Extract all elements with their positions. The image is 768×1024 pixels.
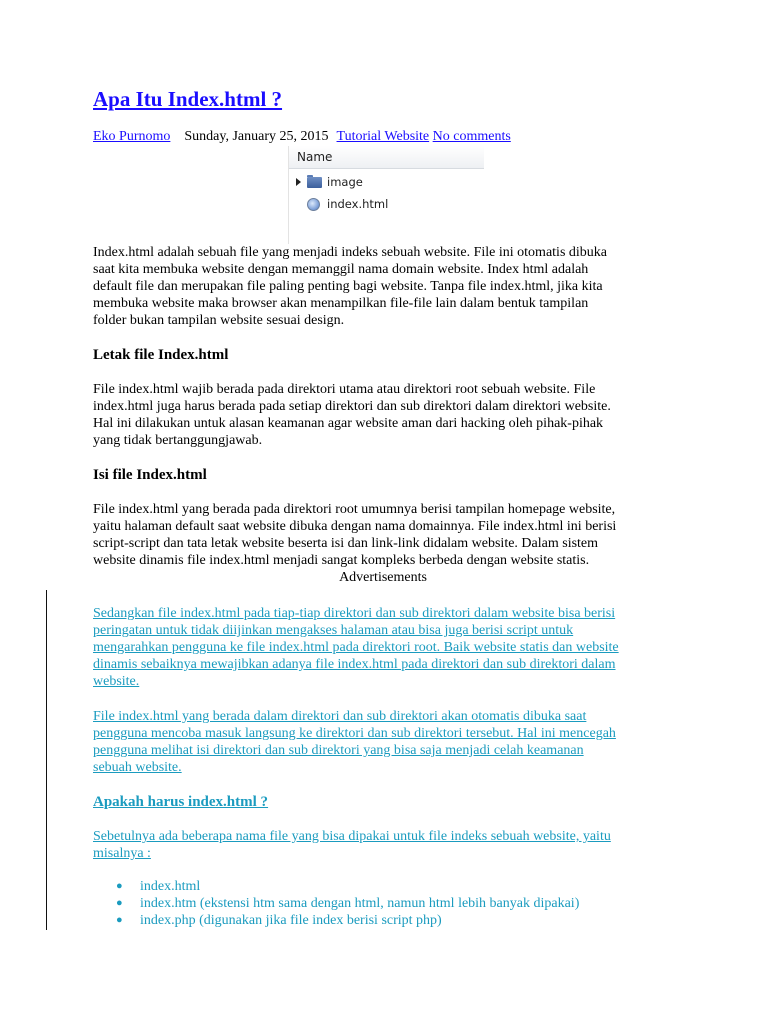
file-explorer-screenshot	[288, 146, 484, 244]
category-link[interactable]: Tutorial Website	[336, 129, 430, 144]
bullet-icon: ●	[116, 880, 123, 892]
text-line[interactable]: misalnya :	[93, 846, 151, 861]
advertisements-label: Advertisements	[339, 570, 427, 585]
text-line: saat kita membuka website dengan memanggil nama domain website. Index html adalah	[93, 262, 589, 277]
link-paragraph-1[interactable]	[93, 605, 619, 690]
index-file-list	[93, 878, 579, 929]
bullet-icon: ●	[116, 914, 123, 926]
list-item[interactable]	[93, 895, 579, 912]
text-line: script-script dan tata letak website beserta isi dan link-link didalam website. Dalam sistem	[93, 536, 599, 551]
text-line[interactable]: pengguna mencoba masuk langsung ke direktori dan sub direktori tersebut. Hal ini mencegah	[93, 726, 616, 741]
bullet-icon: ●	[116, 897, 123, 909]
text-line: File index.html yang berada pada direktori root umumnya berisi tampilan homepage website,	[93, 502, 616, 517]
text-line: yaitu halaman default saat website dibuka dengan nama domainnya. File index.html ini berisi	[93, 519, 617, 534]
page-title[interactable]: Apa Itu Index.html ?	[93, 87, 283, 111]
text-line[interactable]: Sebetulnya ada beberapa nama file yang bisa dipakai untuk file indeks sebuah website, yaitu	[93, 829, 611, 844]
explorer-row-label: image	[327, 175, 363, 189]
text-line[interactable]: File index.html yang berada dalam direktori dan sub direktori akan otomatis dibuka saat	[93, 709, 587, 724]
text-line: index.html juga harus berada pada setiap direktori dan sub direktori dalam direktori website.	[93, 399, 611, 414]
post-meta	[93, 128, 511, 146]
author-link[interactable]: Eko Purnomo	[93, 129, 171, 144]
text-line[interactable]: pengguna melihat isi direktori dan sub direktori yang bisa saja menjadi celah keamanan	[93, 743, 584, 758]
text-line: Hal ini dilakukan untuk alasan keamanan agar website aman dari hacking oleh pihak-pihak	[93, 416, 604, 431]
link-paragraph-2[interactable]	[93, 708, 616, 776]
post-date: Sunday, January 25, 2015	[184, 129, 329, 144]
list-item-text[interactable]: index.html	[140, 879, 201, 894]
explorer-row-label: index.html	[327, 197, 389, 211]
folder-icon	[307, 177, 322, 188]
text-line[interactable]: peringatan untuk tidak diijinkan mengakses halaman atau bisa juga berisi script untuk	[93, 623, 574, 638]
text-line: File index.html wajib berada pada direktori utama atau direktori root sebuah website. File	[93, 382, 596, 397]
intro-paragraph	[93, 244, 607, 329]
html-file-icon	[307, 198, 320, 211]
text-line[interactable]: website.	[93, 674, 140, 689]
isi-paragraph	[93, 501, 616, 569]
text-line: membuka website maka browser akan menampilkan file-file lain dalam bentuk tampilan	[93, 296, 589, 311]
text-line[interactable]: Sedangkan file index.html pada tiap-tiap direktori dan sub direktori dalam website bisa berisi	[93, 606, 616, 621]
list-item-text[interactable]: index.php (digunakan jika file index berisi script php)	[140, 913, 442, 928]
text-line[interactable]: dinamis sebaiknya mewajibkan adanya file index.html pada direktori dan sub direktori dalam	[93, 657, 616, 672]
text-line[interactable]: sebuah website.	[93, 760, 182, 775]
text-line[interactable]: mengarahkan pengguna ke file index.html pada direktori root. Baik website statis dan website	[93, 640, 619, 655]
text-line: folder bukan tampilan website sesuai design.	[93, 313, 345, 328]
letak-paragraph	[93, 381, 611, 449]
name-column-header: Name	[289, 146, 484, 169]
explorer-row-index-html	[289, 193, 484, 215]
text-line: Index.html adalah sebuah file yang menjadi indeks sebuah website. File ini otomatis dibuka	[93, 245, 607, 260]
heading-letak: Letak file Index.html	[93, 347, 229, 363]
expand-arrow-icon	[296, 178, 301, 186]
explorer-row-image	[289, 171, 484, 193]
list-item[interactable]	[93, 878, 579, 895]
comments-link[interactable]: No comments	[432, 129, 511, 144]
heading-isi: Isi file Index.html	[93, 467, 207, 483]
margin-change-bar	[46, 590, 47, 930]
text-line: website dinamis file index.html menjadi sangat kompleks berbeda dengan website statis.	[93, 553, 590, 568]
harus-paragraph[interactable]	[93, 828, 611, 862]
text-line: yang tidak bertanggungjawab.	[93, 433, 263, 448]
heading-apakah-harus[interactable]: Apakah harus index.html ?	[93, 794, 269, 810]
list-item[interactable]	[93, 912, 579, 929]
text-line: default file dan merupakan file paling penting bagi website. Tanpa file index.html, jika kita	[93, 279, 603, 294]
list-item-text[interactable]: index.htm (ekstensi htm sama dengan html, namun html lebih banyak dipakai)	[140, 896, 580, 911]
